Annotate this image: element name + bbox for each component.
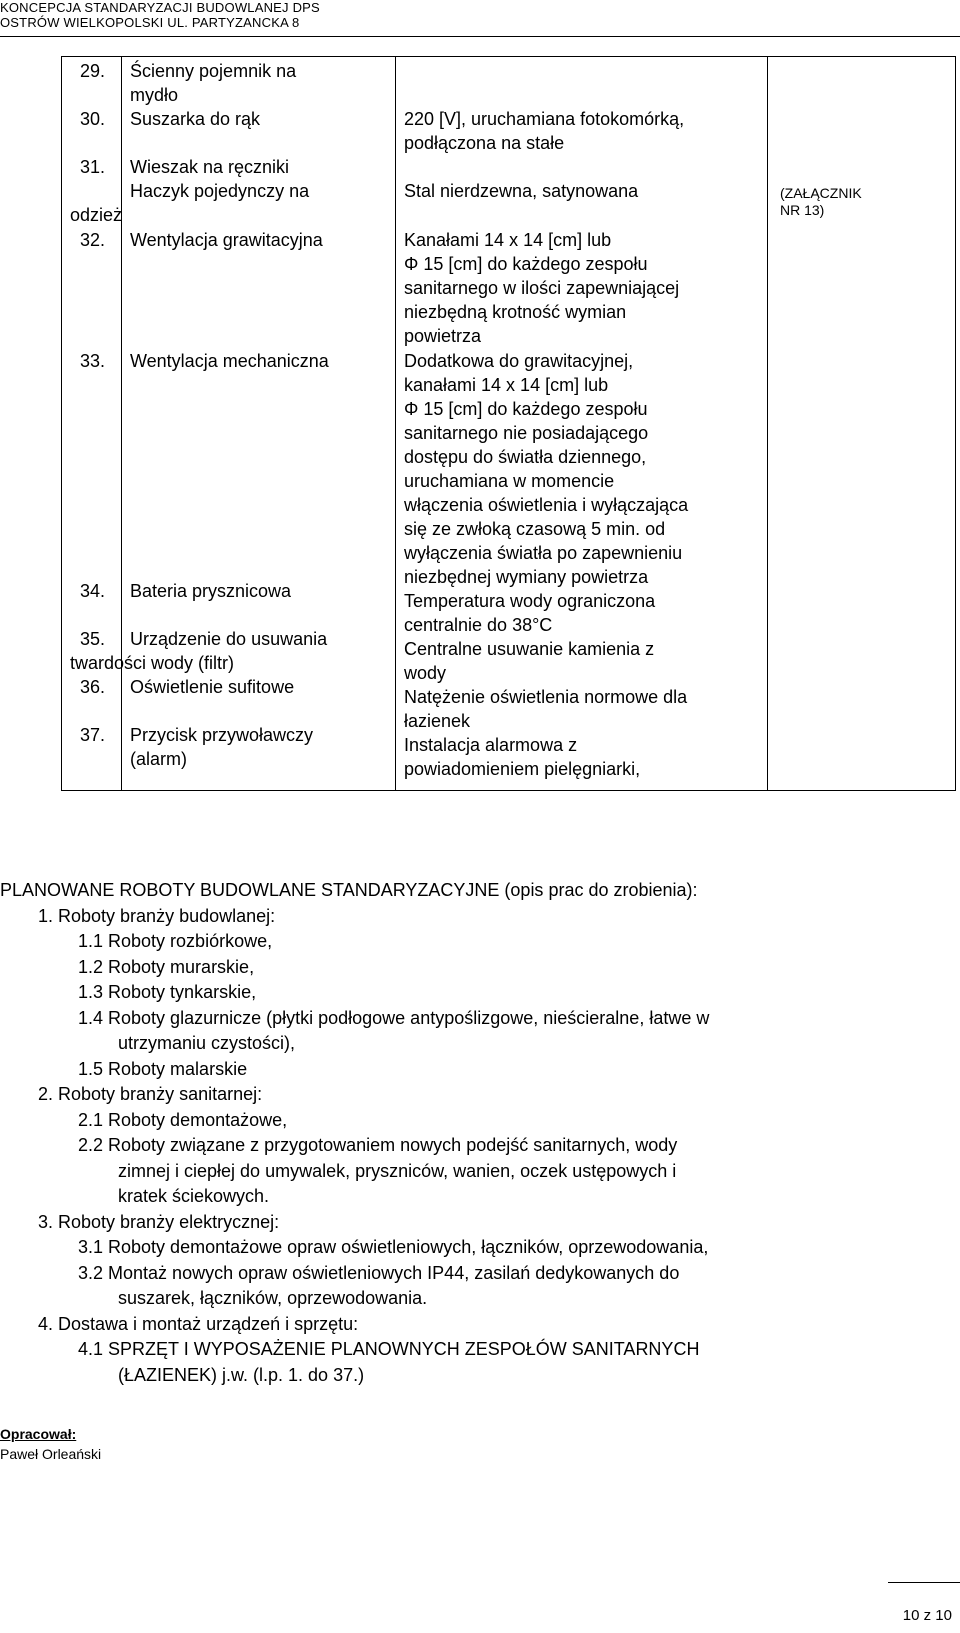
- list-item: 4. Dostawa i montaż urządzeń i sprzętu:: [38, 1313, 359, 1334]
- item-number: 31.: [80, 157, 106, 177]
- item-description: Natężenie oświetlenia normowe dla: [404, 687, 688, 707]
- item-description: łazienek: [404, 711, 471, 731]
- item-description: powietrza: [404, 326, 482, 346]
- list-item: (ŁAZIENEK) j.w. (l.p. 1. do 37.): [118, 1364, 365, 1385]
- item-name: Suszarka do rąk: [130, 109, 261, 129]
- number-column: [62, 57, 122, 791]
- list-item: 3.2 Montaż nowych opraw oświetleniowych IP44, zasilań dedykowanych do: [78, 1262, 680, 1283]
- item-description: Stal nierdzewna, satynowana: [404, 181, 639, 201]
- list-item: 2.2 Roboty związane z przygotowaniem nowych podejść sanitarnych, wody: [78, 1135, 678, 1155]
- item-description: Dodatkowa do grawitacyjnej,: [404, 351, 634, 371]
- annex-note: (ZAŁĄCZNIK: [780, 185, 862, 201]
- author-label: Opracował:: [0, 1426, 77, 1442]
- list-item: 3.1 Roboty demontażowe opraw oświetleniowych, łączników, oprzewodowania,: [78, 1237, 709, 1257]
- item-name: twardości wody (filtr): [70, 653, 235, 673]
- header-line: KONCEPCJA STANDARYZACJI BUDOWLANEJ DPS: [0, 0, 320, 15]
- table-row: [62, 57, 956, 791]
- header-line: OSTRÓW WIELKOPOLSKI UL. PARTYZANCKA 8: [0, 15, 300, 30]
- item-name: Przycisk przywoławczy: [130, 725, 314, 745]
- note-column: [768, 57, 956, 791]
- list-item: 1.1 Roboty rozbiórkowe,: [78, 931, 273, 951]
- item-description: sanitarnego nie posiadającego: [404, 423, 649, 443]
- item-name: Wieszak na ręczniki: [130, 157, 290, 177]
- item-number: 35.: [80, 629, 106, 649]
- item-number: 37.: [80, 725, 106, 745]
- list-item: kratek ściekowych.: [118, 1186, 270, 1206]
- document-header: [0, 0, 320, 30]
- list-item: zimnej i ciepłej do umywalek, pryszniców, wanien, oczek ustępowych i: [118, 1160, 677, 1181]
- item-description: Φ 15 [cm] do każdego zespołu: [404, 399, 648, 419]
- list-item: utrzymaniu czystości),: [118, 1033, 296, 1053]
- item-name: Wentylacja mechaniczna: [130, 351, 329, 371]
- item-description: powiadomieniem pielęgniarki,: [404, 759, 641, 779]
- list-item: 1.4 Roboty glazurnicze (płytki podłogowe antypoślizgowe, nieścieralne, łatwe w: [78, 1007, 710, 1028]
- item-number: 32.: [80, 230, 106, 250]
- item-description: 220 [V], uruchamiana fotokomórką,: [404, 109, 685, 129]
- item-name: Bateria prysznicowa: [130, 581, 292, 601]
- item-name: Oświetlenie sufitowe: [130, 677, 295, 697]
- item-name: mydło: [130, 85, 179, 105]
- item-description: wody: [404, 663, 447, 683]
- list-item: 1.5 Roboty malarskie: [78, 1058, 248, 1079]
- item-name: odzież: [70, 205, 123, 225]
- item-number: 33.: [80, 351, 106, 371]
- item-name: Wentylacja grawitacyjna: [130, 230, 323, 250]
- description-column: [396, 57, 768, 791]
- item-number: 36.: [80, 677, 106, 697]
- item-description: uruchamiana w momencie: [404, 471, 615, 491]
- list-item: 1.2 Roboty murarskie,: [78, 956, 255, 977]
- author-block: [0, 1424, 101, 1464]
- list-item: suszarek, łączników, oprzewodowania.: [118, 1288, 428, 1308]
- item-description: Kanałami 14 x 14 [cm] lub: [404, 230, 612, 250]
- item-description: Centralne usuwanie kamienia z: [404, 639, 655, 659]
- item-description: kanałami 14 x 14 [cm] lub: [404, 375, 609, 395]
- item-description: Instalacja alarmowa z: [404, 735, 578, 755]
- item-description: się ze zwłoką czasową 5 min. od: [404, 519, 666, 539]
- item-description: centralnie do 38°C: [404, 615, 553, 635]
- works-heading: PLANOWANE ROBOTY BUDOWLANE STANDARYZACYJNE (opis prac do zrobienia):: [0, 880, 698, 900]
- equipment-table: [61, 56, 956, 791]
- author-name: Paweł Orleański: [0, 1446, 102, 1462]
- annex-note: NR 13): [780, 202, 825, 218]
- list-item: 1.3 Roboty tynkarskie,: [78, 982, 257, 1002]
- item-number: 29.: [80, 61, 106, 81]
- item-description: Temperatura wody ograniczona: [404, 591, 656, 611]
- item-name: Urządzenie do usuwania: [130, 629, 328, 649]
- item-description: sanitarnego w ilości zapewniającej: [404, 278, 680, 298]
- item-number: 30.: [80, 109, 106, 129]
- item-description: wyłączenia światła po zapewnieniu: [404, 543, 683, 563]
- item-number: 34.: [80, 581, 106, 601]
- item-description: dostępu do światła dziennego,: [404, 447, 647, 467]
- item-description: włączenia oświetlenia i wyłączająca: [404, 495, 689, 515]
- header-rule: [0, 36, 960, 37]
- list-item: 4.1 SPRZĘT I WYPOSAŻENIE PLANOWNYCH ZESPOŁÓW SANITARNYCH: [78, 1339, 700, 1359]
- item-description: podłączona na stałe: [404, 133, 565, 153]
- item-name: Haczyk pojedynczy na: [130, 181, 310, 201]
- list-item: 1. Roboty branży budowlanej:: [38, 905, 276, 926]
- item-description: niezbędnej wymiany powietrza: [404, 567, 649, 587]
- footer-rule: [888, 1582, 960, 1583]
- list-item: 2.1 Roboty demontażowe,: [78, 1109, 288, 1130]
- item-description: niezbędną krotność wymian: [404, 302, 627, 322]
- page-number: 10 z 10: [902, 1607, 952, 1624]
- planned-works: [0, 878, 709, 1388]
- list-item: 3. Roboty branży elektrycznej:: [38, 1211, 280, 1232]
- item-name: Ścienny pojemnik na: [130, 61, 297, 81]
- item-description: Φ 15 [cm] do każdego zespołu: [404, 254, 648, 274]
- list-item: 2. Roboty branży sanitarnej:: [38, 1084, 263, 1104]
- item-name: (alarm): [130, 749, 187, 769]
